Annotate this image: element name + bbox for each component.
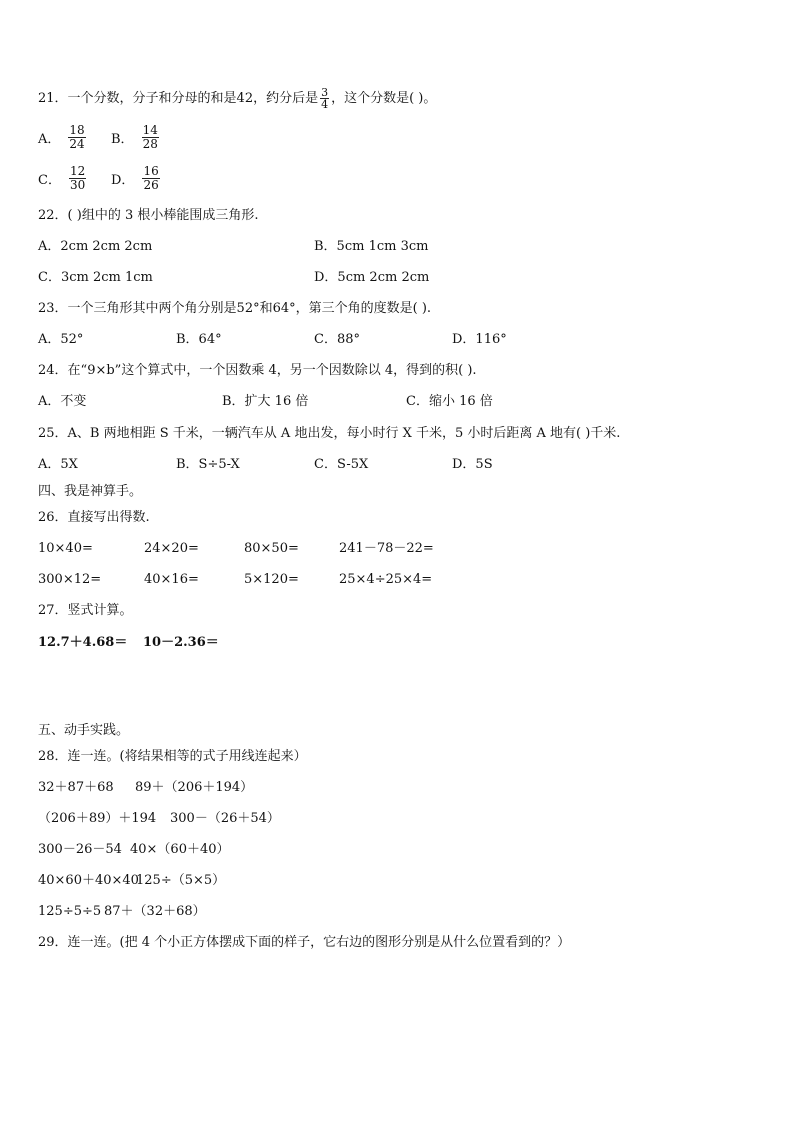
- question-21-text: 21．一个分数，分子和分母的和是42，约分后是: [38, 91, 319, 106]
- q23-option-c[interactable]: C．88°: [314, 332, 360, 347]
- match-right-item[interactable]: 89＋（206＋194）: [135, 780, 254, 795]
- calc-item: 80×50=: [244, 541, 299, 556]
- match-left-item[interactable]: （206＋89）＋194: [38, 811, 157, 826]
- question-21-fraction: [320, 87, 329, 110]
- question-21: [38, 87, 436, 110]
- match-left-item[interactable]: 300－26－54: [38, 842, 122, 857]
- calc-item: 300×12=: [38, 572, 102, 587]
- fraction-denominator: 4: [321, 98, 329, 111]
- calc-item: 24×20=: [144, 541, 199, 556]
- question-26: 26．直接写出得数.: [38, 510, 150, 525]
- question-24: 24．在“9×b”这个算式中，一个因数乘 4，另一个因数除以 4，得到的积( ).: [38, 363, 477, 378]
- q21-option-b[interactable]: [111, 124, 161, 151]
- calc-item: 10×40=: [38, 541, 93, 556]
- q21-option-d[interactable]: [111, 165, 162, 192]
- fraction-denominator: 28: [142, 137, 158, 151]
- match-left-item[interactable]: 32＋87＋68: [38, 780, 114, 795]
- fraction-denominator: 24: [69, 137, 85, 151]
- vertical-calc-item: 12.7＋4.68＝: [38, 635, 128, 650]
- q24-option-c[interactable]: C．缩小 16 倍: [406, 394, 493, 409]
- q23-option-b[interactable]: B．64°: [176, 332, 222, 347]
- fraction-numerator: 14: [142, 123, 158, 137]
- calc-item: 5×120=: [244, 572, 299, 587]
- question-21-text-end: ，这个分数是( )。: [331, 91, 437, 106]
- q22-option-d[interactable]: D．5cm 2cm 2cm: [314, 270, 430, 285]
- q21-option-c[interactable]: [38, 165, 88, 192]
- fraction-numerator: 18: [69, 123, 85, 137]
- calc-item: 241－78－22=: [339, 541, 434, 556]
- option-label: D．: [111, 173, 135, 188]
- question-27: 27．竖式计算。: [38, 603, 133, 618]
- option-label: C．: [38, 173, 61, 188]
- option-fraction: [142, 165, 159, 192]
- q22-option-a[interactable]: A．2cm 2cm 2cm: [38, 239, 153, 254]
- option-fraction: [68, 124, 85, 151]
- option-label: B．: [111, 132, 134, 147]
- match-left-item[interactable]: 125÷5÷5: [38, 904, 102, 919]
- section-5-heading: 五、动手实践。: [38, 723, 130, 738]
- question-28: 28．连一连。(将结果相等的式子用线连起来）: [38, 749, 307, 764]
- fraction-denominator: 30: [69, 178, 86, 192]
- question-22: 22．( )组中的 3 根小棒能围成三角形.: [38, 208, 259, 223]
- option-label: A．: [38, 132, 61, 147]
- match-right-item[interactable]: 87＋（32＋68）: [104, 904, 206, 919]
- option-fraction: [69, 165, 86, 192]
- match-right-item[interactable]: 40×（60＋40）: [130, 842, 230, 857]
- vertical-calc-item: 10－2.36＝: [143, 635, 219, 650]
- match-left-item[interactable]: 40×60＋40×40: [38, 873, 139, 888]
- q23-option-d[interactable]: D．116°: [452, 332, 507, 347]
- q25-option-d[interactable]: D．5S: [452, 457, 493, 472]
- match-right-item[interactable]: 300－（26＋54）: [170, 811, 280, 826]
- question-23: 23．一个三角形其中两个角分别是52°和64°，第三个角的度数是( ).: [38, 301, 432, 316]
- calc-item: 40×16=: [144, 572, 199, 587]
- section-4-heading: 四、我是神算手。: [38, 484, 143, 499]
- calc-item: 25×4÷25×4=: [339, 572, 433, 587]
- match-right-item[interactable]: 125÷（5×5）: [136, 873, 226, 888]
- q22-option-b[interactable]: B．5cm 1cm 3cm: [314, 239, 429, 254]
- q22-option-c[interactable]: C．3cm 2cm 1cm: [38, 270, 153, 285]
- fraction-numerator: 16: [143, 164, 159, 178]
- q23-option-a[interactable]: A．52°: [38, 332, 84, 347]
- option-fraction: [142, 124, 159, 151]
- fraction-denominator: 26: [143, 178, 159, 192]
- fraction-numerator: 3: [321, 86, 329, 99]
- q24-option-b[interactable]: B．扩大 16 倍: [222, 394, 309, 409]
- q25-option-b[interactable]: B．S÷5-X: [176, 457, 240, 472]
- fraction-numerator: 12: [69, 164, 86, 178]
- question-29: 29．连一连。(把 4 个小正方体摆成下面的样子，它右边的图形分别是从什么位置看到的？）: [38, 935, 571, 950]
- question-25: 25．A、B 两地相距 S 千米，一辆汽车从 A 地出发，每小时行 X 千米，5 小时后距离 A 地有( )千米.: [38, 426, 621, 441]
- q24-option-a[interactable]: A．不变: [38, 394, 87, 409]
- q21-option-a[interactable]: [38, 124, 88, 151]
- q25-option-c[interactable]: C．S-5X: [314, 457, 369, 472]
- q25-option-a[interactable]: A．5X: [38, 457, 78, 472]
